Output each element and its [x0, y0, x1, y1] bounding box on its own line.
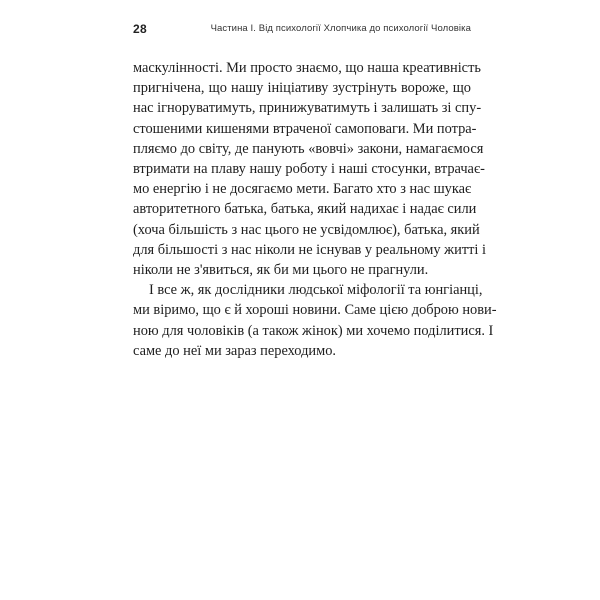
text-line: (хоча більшість з нас цього не усвідомлює), батька, який	[133, 221, 480, 238]
text-line: авторитетного батька, батька, який надихає і надає сили	[133, 201, 477, 218]
text-line: маскулінності. Ми просто знаємо, що наша креативність	[133, 60, 481, 76]
text-line: пригнічена, що нашу ініціативу зустрінуть вороже, що	[133, 80, 471, 97]
page-number: 28	[133, 22, 147, 36]
running-header	[133, 22, 471, 38]
paragraph-2	[133, 280, 497, 361]
body-text	[133, 58, 497, 361]
paragraph-1	[133, 58, 486, 280]
text-line: ною для чоловіків (а також жінок) ми хочемо поділитися. І	[133, 322, 494, 339]
text-line: І все ж, як дослідники людської міфології та юнгіанці,	[149, 282, 483, 299]
text-line: нас ігноруватимуть, принижуватимуть і залишать зі спу-	[133, 100, 482, 117]
text-line: ми віримо, що є й хороші новини. Саме цією доброю нови-	[133, 302, 497, 319]
text-line: пляємо до світу, де панують «вовчі» закони, намагаємося	[133, 140, 484, 157]
text-line: стошеними кишенями втраченої самоповаги. Ми потра-	[133, 120, 477, 137]
text-line: мо енергію і не досягаємо мети. Багато хто з нас шукає	[133, 181, 472, 198]
text-line: саме до неї ми зараз переходимо.	[133, 342, 337, 359]
text-line: ніколи не з'явиться, як би ми цього не прагнули.	[133, 262, 429, 279]
running-header-title: Частина І. Від психології Хлопчика до психології Чоловіка	[210, 23, 471, 34]
text-line: для більшості з нас ніколи не існував у реальному житті і	[133, 241, 486, 258]
text-line: втримати на плаву нашу роботу і наші стосунки, втрачає-	[133, 161, 485, 178]
